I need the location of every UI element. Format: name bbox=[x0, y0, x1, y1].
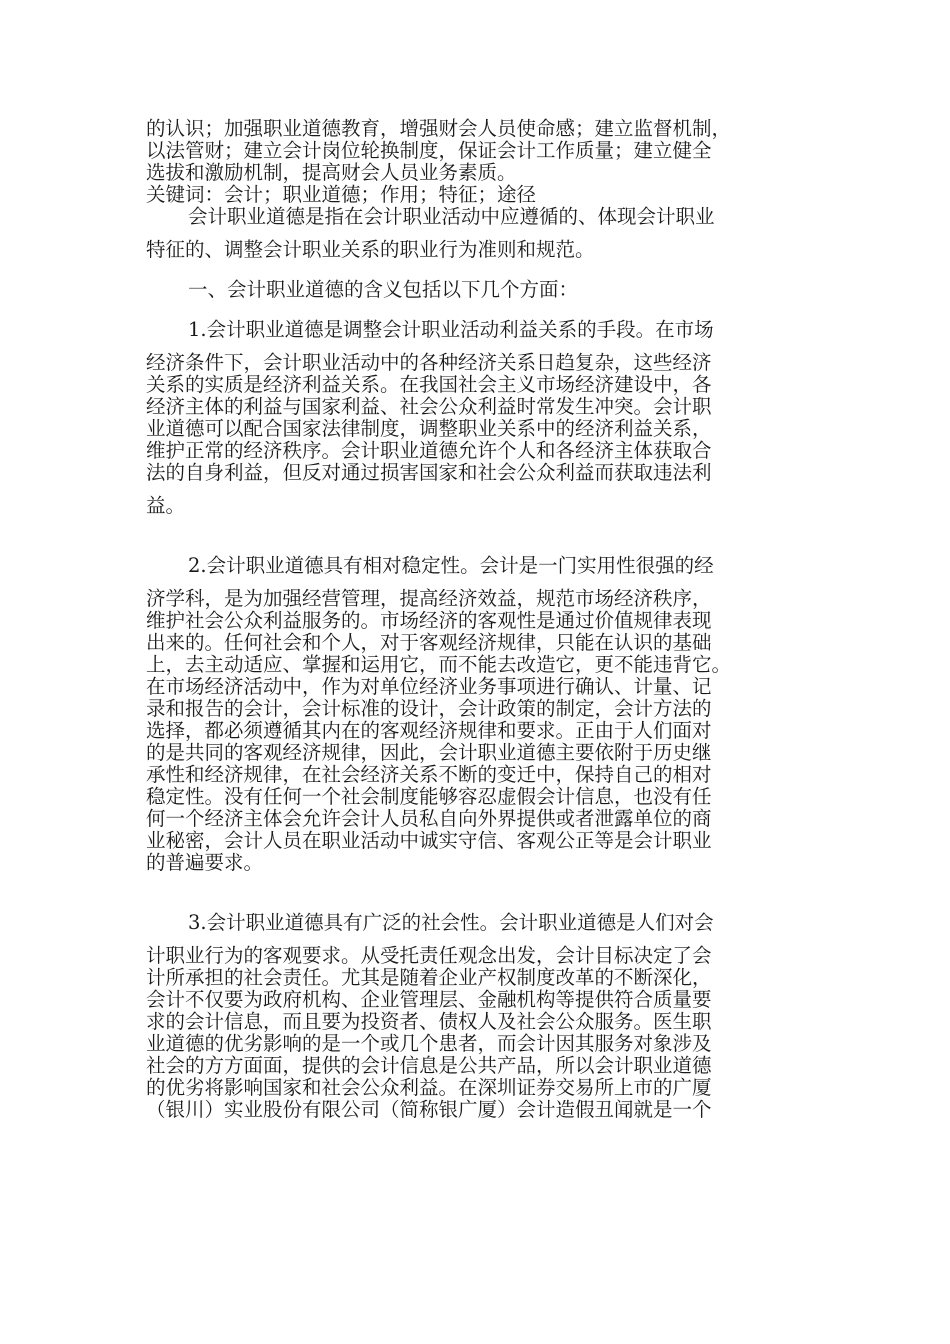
keywords-line: 关键词：会计；职业道德；作用；特征；途径 bbox=[146, 183, 537, 206]
paragraph-1-line: 业道德可以配合国家法律制度，调整职业关系中的经济利益关系， bbox=[146, 417, 712, 440]
paragraph-2-line: 出来的。任何社会和个人，对于客观经济规律，只能在认识的基础 bbox=[146, 631, 712, 654]
intro-line: 会计职业道德是指在会计职业活动中应遵循的、体现会计职业 bbox=[188, 205, 715, 228]
paragraph-2-line: 的是共同的客观经济规律，因此，会计职业道德主要依附于历史继 bbox=[146, 741, 712, 764]
paragraph-3-line: 社会的方方面面，提供的会计信息是公共产品，所以会计职业道德 bbox=[146, 1054, 712, 1077]
paragraph-1-line: 法的自身利益，但反对通过损害国家和社会公众利益而获取违法利 bbox=[146, 461, 712, 484]
abstract-line: 选拔和激励机制，提高财会人员业务素质。 bbox=[146, 161, 517, 184]
paragraph-3-line: （银川）实业股份有限公司（简称银广厦）会计造假丑闻就是一个 bbox=[146, 1098, 712, 1121]
paragraph-3-line: 计职业行为的客观要求。从受托责任观念出发，会计目标决定了会 bbox=[146, 944, 712, 967]
paragraph-3-line: 3.会计职业道德具有广泛的社会性。会计职业道德是人们对会 bbox=[188, 911, 714, 934]
paragraph-2-line: 何一个经济主体会允许会计人员私自向外界提供或者泄露单位的商 bbox=[146, 807, 712, 830]
paragraph-3-line: 业道德的优劣影响的是一个或几个患者，而会计因其服务对象涉及 bbox=[146, 1032, 712, 1055]
intro-line: 特征的、调整会计职业关系的职业行为准则和规范。 bbox=[146, 238, 595, 261]
paragraph-3-line: 求的会计信息，而且要为投资者、债权人及社会公众服务。医生职 bbox=[146, 1010, 712, 1033]
abstract-line: 的认识；加强职业道德教育，增强财会人员使命感；建立监督机制， bbox=[146, 117, 732, 140]
paragraph-2-line: 2.会计职业道德具有相对稳定性。会计是一门实用性很强的经 bbox=[188, 554, 714, 577]
paragraph-2-line: 维护社会公众利益服务的。市场经济的客观性是通过价值规律表现 bbox=[146, 609, 712, 632]
paragraph-1-line: 维护正常的经济秩序。会计职业道德允许个人和各经济主体获取合 bbox=[146, 439, 712, 462]
paragraph-1-line: 经济条件下，会计职业活动中的各种经济关系日趋复杂，这些经济 bbox=[146, 351, 712, 374]
abstract-line: 以法管财；建立会计岗位轮换制度，保证会计工作质量；建立健全 bbox=[146, 139, 712, 162]
paragraph-2-line: 在市场经济活动中，作为对单位经济业务事项进行确认、计量、记 bbox=[146, 675, 712, 698]
paragraph-2-line: 业秘密，会计人员在职业活动中诚实守信、客观公正等是会计职业 bbox=[146, 829, 712, 852]
paragraph-2-line: 的普遍要求。 bbox=[146, 851, 264, 874]
paragraph-3-line: 会计不仅要为政府机构、企业管理层、金融机构等提供符合质量要 bbox=[146, 988, 712, 1011]
paragraph-3-line: 的优劣将影响国家和社会公众利益。在深圳证券交易所上市的广厦 bbox=[146, 1076, 712, 1099]
paragraph-3-line: 计所承担的社会责任。尤其是随着企业产权制度改革的不断深化， bbox=[146, 966, 712, 989]
paragraph-1-line: 关系的实质是经济利益关系。在我国社会主义市场经济建设中，各 bbox=[146, 373, 712, 396]
paragraph-2-line: 济学科，是为加强经营管理，提高经济效益，规范市场经济秩序， bbox=[146, 587, 712, 610]
section-heading: 一、会计职业道德的含义包括以下几个方面： bbox=[188, 278, 579, 301]
paragraph-2-line: 承性和经济规律，在社会经济关系不断的变迁中，保持自己的相对 bbox=[146, 763, 712, 786]
paragraph-2-line: 选择，都必须遵循其内在的客观经济规律和要求。正由于人们面对 bbox=[146, 719, 712, 742]
document-page bbox=[146, 118, 806, 1121]
paragraph-2-line: 录和报告的会计，会计标准的设计，会计政策的制定，会计方法的 bbox=[146, 697, 712, 720]
paragraph-1-line: 经济主体的利益与国家利益、社会公众利益时常发生冲突。会计职 bbox=[146, 395, 712, 418]
paragraph-2-line: 上，去主动适应、掌握和运用它，而不能去改造它，更不能违背它。 bbox=[146, 653, 732, 676]
paragraph-1-line: 1.会计职业道德是调整会计职业活动利益关系的手段。在市场 bbox=[188, 318, 714, 341]
paragraph-2-line: 稳定性。没有任何一个社会制度能够容忍虚假会计信息，也没有任 bbox=[146, 785, 712, 808]
paragraph-1-line: 益。 bbox=[146, 494, 186, 517]
